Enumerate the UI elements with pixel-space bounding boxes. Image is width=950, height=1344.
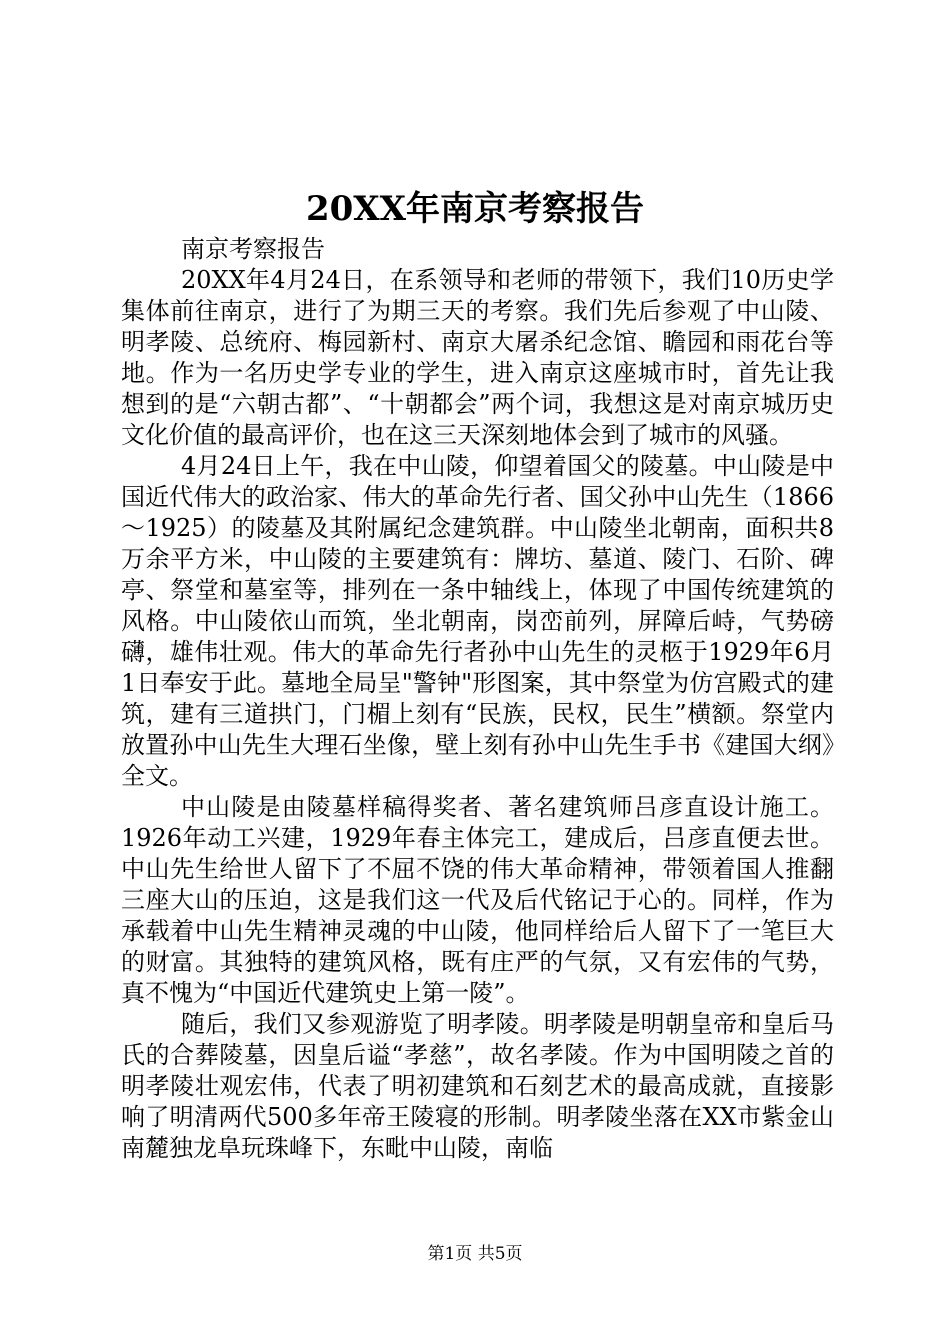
- paragraph-ming-xiaoling: 随后，我们又参观游览了明孝陵。明孝陵是明朝皇帝和皇后马氏的合葬陵墓，因皇后谥“孝慈”，故名孝陵。作为中国明陵之首的明孝陵壮观宏伟，代表了明初建筑和石刻艺术的最高成就，直接影响了明清两代500多年帝王陵寝的形制。明孝陵坐落在XX市紫金山南麓独龙阜玩珠峰下，东毗中山陵，南临: [121, 1010, 834, 1162]
- paragraph-intro: 20XX年4月24日，在系领导和老师的带领下，我们10历史学集体前往南京，进行了为期三天的考察。我们先后参观了中山陵、明孝陵、总统府、梅园新村、南京大屠杀纪念馆、瞻园和雨花台等地。作为一名历史学专业的学生，进入南京这座城市时，首先让我想到的是“六朝古都”、“十朝都会”两个词，我想这是对南京城历史文化价值的最高评价，也在这三天深刻地体会到了城市的风骚。: [121, 266, 834, 449]
- document-body: [121, 234, 834, 1164]
- page-number-footer: 第1页 共5页: [427, 1244, 523, 1264]
- paragraph-subtitle: 南京考察报告: [181, 235, 325, 263]
- paragraph-architect: 中山陵是由陵墓样稿得奖者、著名建筑师吕彦直设计施工。1926年动工兴建，1929年春主体完工，建成后，吕彦直便去世。中山先生给世人留下了不屈不饶的伟大革命精神，带领着国人推翻三座大山的压迫，这是我们这一代及后代铭记于心的。同样，作为承载着中山先生精神灵魂的中山陵，他同样给后人留下了一笔巨大的财富。其独特的建筑风格，既有庄严的气氛，又有宏伟的气势，真不愧为“中国近代建筑史上第一陵”。: [121, 793, 834, 1007]
- document-title: 20XX年南京考察报告: [305, 189, 645, 229]
- paragraph-zhongshan-mausoleum: 4月24日上午，我在中山陵，仰望着国父的陵墓。中山陵是中国近代伟大的政治家、伟大的革命先行者、国父孙中山先生（1866～1925）的陵墓及其附属纪念建筑群。中山陵坐北朝南，面积共8万余平方米，中山陵的主要建筑有：牌坊、墓道、陵门、石阶、碑亭、祭堂和墓室等，排列在一条中轴线上，体现了中国传统建筑的风格。中山陵依山而筑，坐北朝南，岗峦前列，屏障后峙，气势磅礴，雄伟壮观。伟大的革命先行者孙中山先生的灵柩于1929年6月1日奉安于此。墓地全局呈"警钟"形图案，其中祭堂为仿宫殿式的建筑，建有三道拱门，门楣上刻有“民族，民权，民生”横额。祭堂内放置孙中山先生大理石坐像，壁上刻有孙中山先生手书《建国大纲》全文。: [121, 452, 834, 790]
